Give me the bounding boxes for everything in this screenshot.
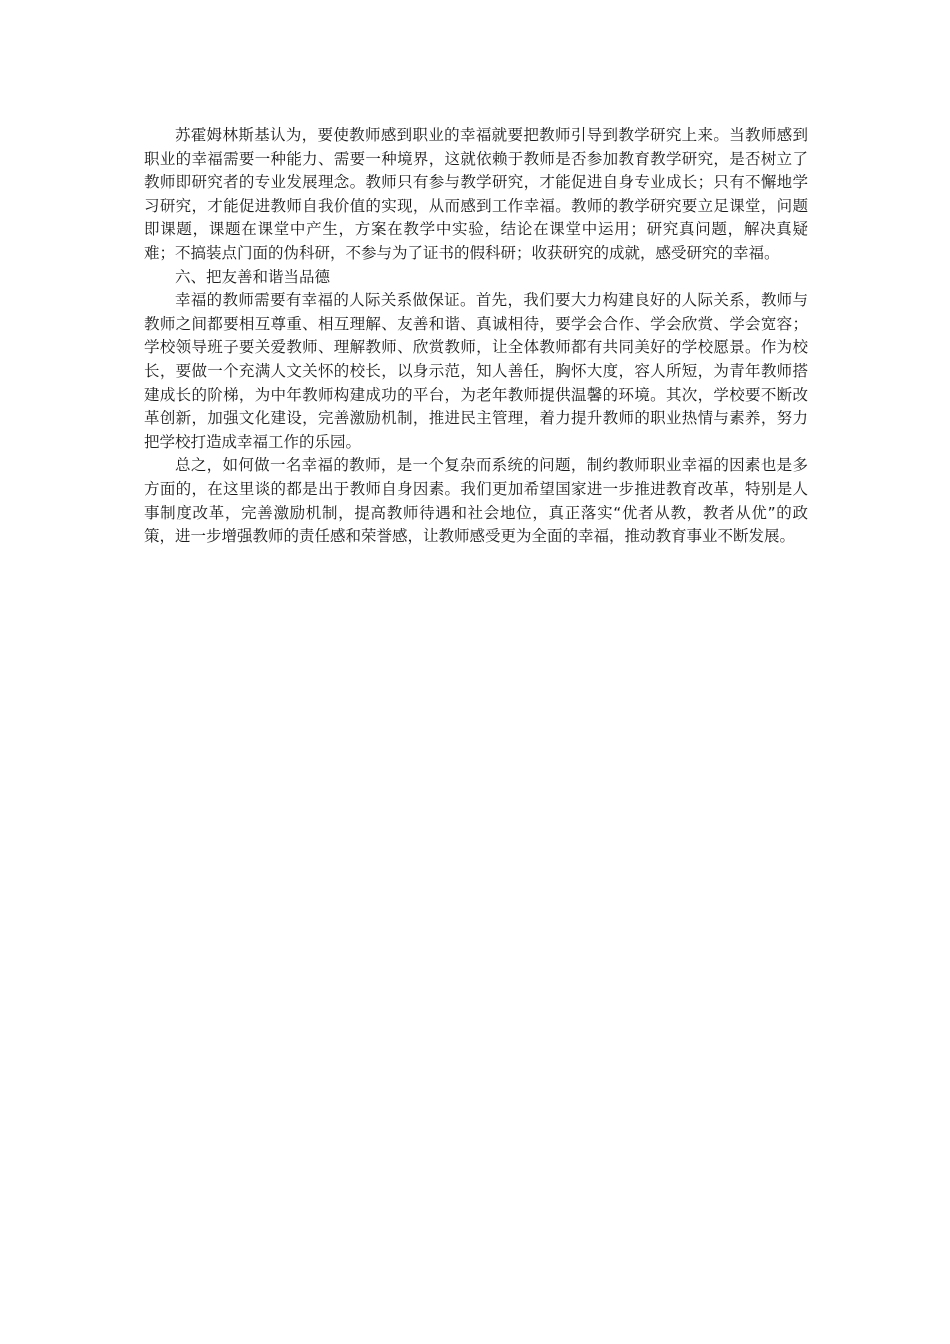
paragraph-research: 苏霍姆林斯基认为，要使教师感到职业的幸福就要把教师引导到教学研究上来。当教师感到职业的幸福需要一种能力、需要一种境界，这就依赖于教师是否参加教育教学研究，是否树立了教师即研究者的专业发展理念。教师只有参与教学研究，才能促进自身专业成长；只有不懈地学习研究，才能促进教师自我价值的实现，从而感到工作幸福。教师的教学研究要立足课堂，问题即课题，课题在课堂中产生，方案在教学中实验，结论在课堂中运用；研究真问题，解决真疑难；不搞装点门面的伪科研，不参与为了证书的假科研；收获研究的成就，感受研究的幸福。 [144,126,808,262]
document-body [144,124,808,549]
section-heading-six: 六、把友善和谐当品德 [175,267,331,286]
paragraph-conclusion: 总之，如何做一名幸福的教师，是一个复杂而系统的问题，制约教师职业幸福的因素也是多方面的，在这里谈的都是出于教师自身因素。我们更加希望国家进一步推进教育改革，特别是人事制度改革，完善激励机制，提高教师待遇和社会地位，真正落实“优者从教，教者从优”的政策，进一步增强教师的责任感和荣誉感，让教师感受更为全面的幸福，推动教育事业不断发展。 [144,456,808,546]
paragraph-relationships: 幸福的教师需要有幸福的人际关系做保证。首先，我们要大力构建良好的人际关系，教师与教师之间都要相互尊重、相互理解、友善和谐、真诚相待，要学会合作、学会欣赏、学会宽容；学校领导班子要关爱教师、理解教师、欣赏教师，让全体教师都有共同美好的学校愿景。作为校长，要做一个充满人文关怀的校长，以身示范，知人善任，胸怀大度，容人所短，为青年教师搭建成长的阶梯，为中年教师构建成功的平台，为老年教师提供温馨的环境。其次，学校要不断改革创新，加强文化建设，完善激励机制，推进民主管理，着力提升教师的职业热情与素养，努力把学校打造成幸福工作的乐园。 [144,291,808,451]
